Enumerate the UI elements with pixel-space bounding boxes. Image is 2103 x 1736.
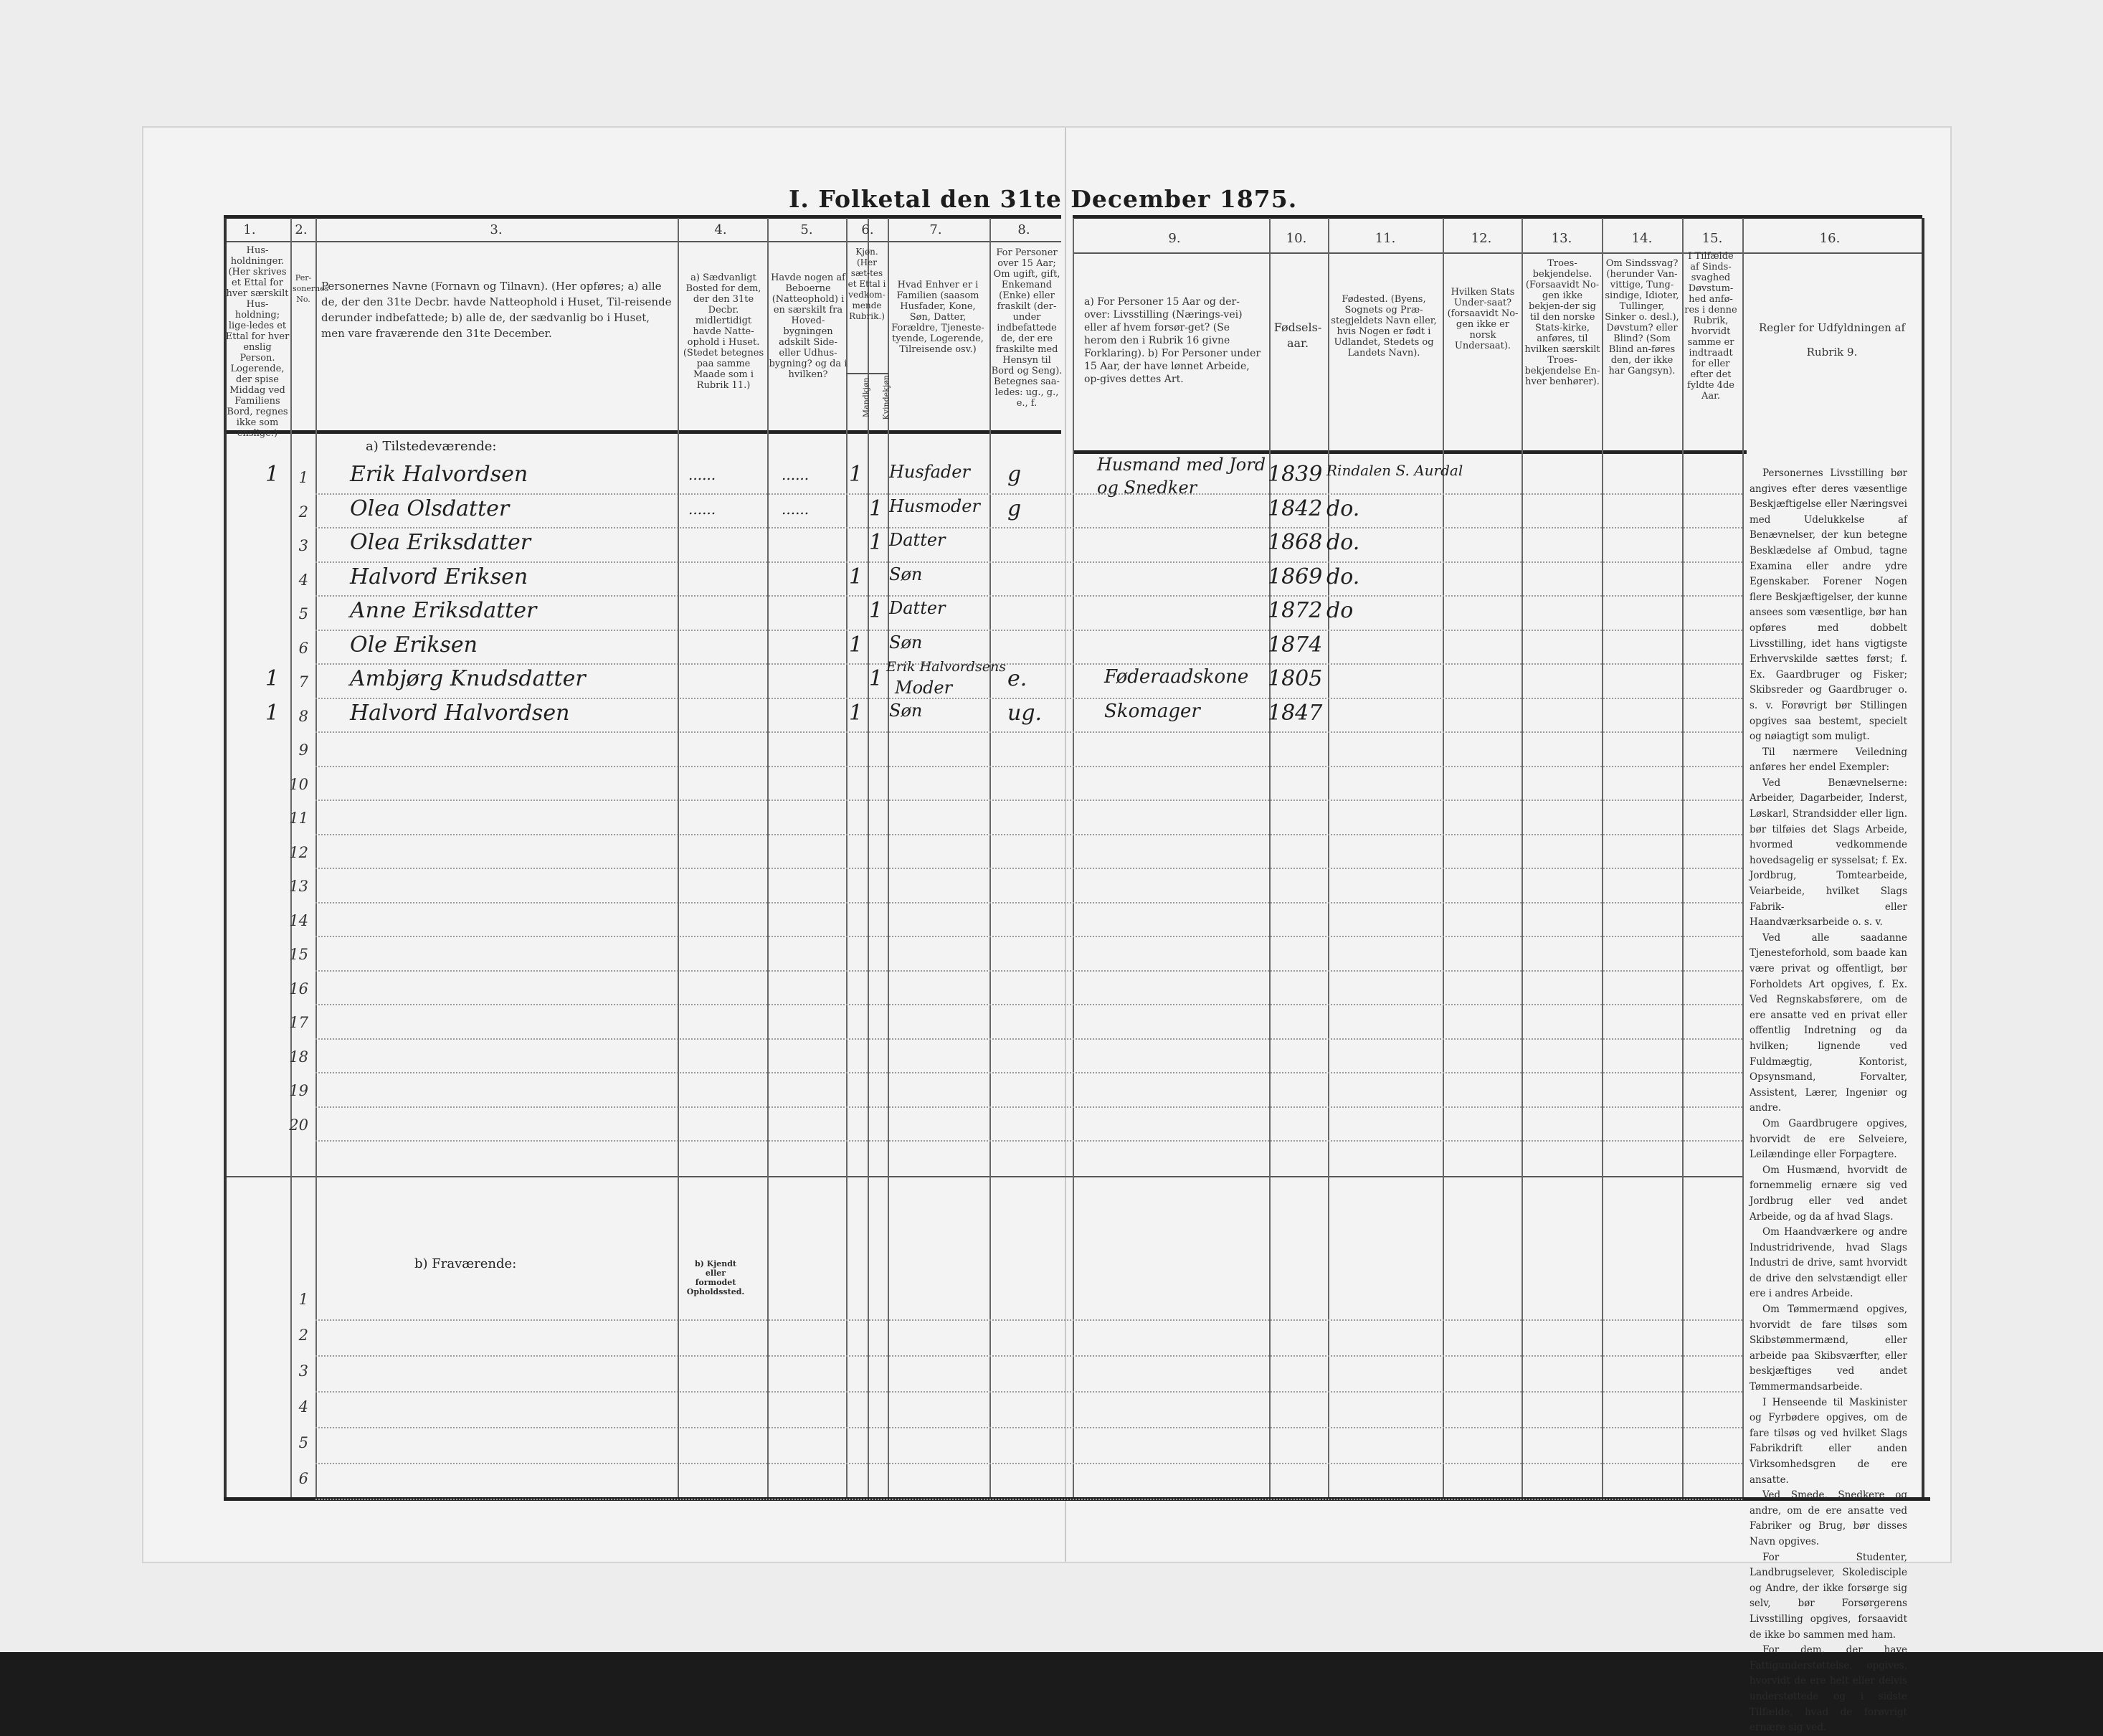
row-number: 14	[289, 911, 308, 929]
occupation: Føderaadskone	[1104, 666, 1249, 688]
row-number: 1	[298, 469, 308, 486]
column-number: 16.	[1819, 231, 1841, 246]
birthplace: Rindalen S. Aurdal	[1326, 462, 1463, 479]
section-divider	[224, 1176, 1744, 1177]
family-role: Erik Halvordsens	[886, 659, 1006, 675]
row-rule	[315, 1499, 1742, 1500]
family-role: Husfader	[889, 462, 970, 482]
birth-year: 1842	[1268, 495, 1323, 521]
birth-year: 1839	[1268, 462, 1323, 487]
row-rule	[315, 834, 1742, 835]
household-mark: 1	[265, 700, 280, 726]
person-name: Erik Halvordsen	[350, 462, 528, 487]
header-col3: Personernes Navne (Fornavn og Tilnavn). (Her opføres; a) alle de, der den 31te Decbr. havde Natteophold i Huset, Til-reisende derunder indbefattede; b) alle de, der sædvanlig bo i Huset, men vare fraværende den 31te December.	[321, 280, 672, 340]
rules-paragraph: Ved Benævnelserne: Arbeider, Dagarbeider, Inderst, Løskarl, Strandsidder eller lign. bør tilføies det Slags Arbeide, hvormed vedkommende hovedsagelig er sysselsat; f. Ex. Jordbrug, Tomtearbeide, Veiarbeide, hvilket Slags Fabrik- eller Haandværksarbeide o. s. v.	[1750, 777, 1907, 929]
row-number: 2	[298, 503, 308, 521]
family-role: Datter	[889, 598, 946, 618]
family-role: Datter	[889, 530, 946, 550]
header-bottom-rule-right	[1073, 450, 1747, 454]
usual-residence: ......	[688, 466, 716, 483]
marital-status: ug.	[1007, 700, 1043, 726]
marital-status: g	[1007, 495, 1022, 521]
marital-status: g	[1007, 462, 1022, 487]
birth-year: 1868	[1268, 530, 1323, 555]
column-line	[1742, 218, 1744, 1497]
header-col2: Per-sonernes No.	[293, 273, 329, 304]
sex-female: 1	[869, 495, 883, 521]
absent-row-number: 2	[298, 1327, 308, 1344]
row-rule	[315, 1427, 1742, 1428]
row-number: 12	[289, 843, 308, 861]
column-line	[989, 218, 991, 1497]
rules-paragraph: Personernes Livsstilling bør angives efter deres væsentlige Beskjæftigelse eller Næringsvei med Udelukkelse af Benævnelser, der kun betegne Besklædelse af Ombud, tagne Examina eller andre ydre Egenskaber. Forener Nogen flere Beskjæftigelser, der kunne ansees som væsentlige, bør han opføres med dobbelt Livsstilling, idet hans vigtigste Erhvervskilde sættes først; f. Ex. Gaardbruger og Fisker; Skibsreder og Gaardbruger o. s. v. Forøvrigt bør Stillingen opgives saa bestemt, specielt og nøiagtigt som muligt.	[1750, 468, 1907, 743]
sex-male: 1	[849, 700, 863, 726]
marital-status: e.	[1007, 666, 1027, 691]
sex-male: 1	[849, 632, 863, 658]
column-line	[1682, 218, 1684, 1497]
header-col13: Troes-bekjendelse. (Forsaavidt No-gen ikke bekjen-der sig til den norske Stats-kirke, anføres, til hvilken særskilt Troes-bekjendelse En-hver benhører).	[1524, 258, 1600, 387]
row-number: 5	[298, 605, 308, 622]
household-mark: 1	[265, 666, 280, 691]
birth-year: 1847	[1268, 700, 1323, 726]
rules-paragraph: Om Gaardbrugere opgives, hvorvidt de ere Selveiere, Leilændinge eller Forpagtere.	[1750, 1117, 1907, 1161]
row-rule	[315, 698, 1742, 699]
outbuilding: ......	[782, 466, 810, 483]
column-line	[678, 218, 679, 1497]
column-number: 2.	[295, 222, 308, 237]
row-rule	[315, 731, 1742, 733]
section-absent-label: b) Fraværende:	[414, 1256, 517, 1271]
column-number: 5.	[800, 222, 813, 237]
absent-row-number: 4	[298, 1398, 308, 1415]
row-number: 15	[289, 946, 308, 963]
row-number: 4	[298, 571, 308, 589]
family-role: Søn	[889, 632, 923, 653]
family-role: Søn	[889, 564, 923, 584]
household-mark: 1	[265, 462, 280, 487]
row-rule	[315, 766, 1742, 767]
row-rule	[315, 936, 1742, 937]
header-col5: Havde nogen af Beboerne (Natteophold) i en særskilt fra Hoved-bygningen adskilt Side-eller Udhus-bygning? og da i hvilken?	[769, 272, 848, 380]
column-line	[1922, 218, 1924, 1497]
family-role-cont: Moder	[895, 678, 953, 698]
header-col8: For Personer over 15 Aar; Om ugift, gift, Enkemand (Enke) eller fraskilt (der-under indbefattede de, der ere fraskilte med Hensyn til Bord og Seng). Betegnes saa-ledes: ug., g., e., f.	[991, 247, 1063, 409]
header-col1: Hus-holdninger. (Her skrives et Ettal for hver særskilt Hus-holdning; lige-ledes et Ettal for hver enslig Person. Logerende, der spise Middag ved Familiens Bord, regnes ikke som enslige.)	[225, 245, 290, 439]
column-number: 1.	[243, 222, 256, 237]
rules-paragraph: Om Haandværkere og andre Industridrivende, hvad Slags Industri de drive, samt hvorvidt de drive den selvstændigt eller ere i andres Arbeide.	[1750, 1226, 1907, 1300]
column-line	[315, 218, 317, 1497]
row-rule	[315, 1072, 1742, 1073]
colnum-rule-right	[1073, 252, 1922, 254]
outbuilding: ......	[782, 500, 810, 518]
row-number: 10	[289, 775, 308, 793]
rules-paragraph: I Henseende til Maskinister og Fyrbødere opgives, om de fare tilsøs og ved hvilket Slags Fabrikdrift eller anden Virksomhedsgren de ere ansatte.	[1750, 1396, 1907, 1486]
family-role: Husmoder	[889, 495, 980, 516]
sex-female: 1	[869, 530, 883, 555]
absent-row-number: 3	[298, 1362, 308, 1380]
header-bottom-rule	[224, 430, 1061, 434]
birthplace: do.	[1326, 495, 1360, 521]
column-number: 6.	[861, 222, 874, 237]
row-rule	[315, 1038, 1742, 1040]
column-number: 9.	[1168, 231, 1181, 246]
row-rule	[315, 493, 1742, 495]
row-rule	[315, 527, 1742, 528]
rules-paragraph: For dem, der have Fattigunderstøttelse, opgives, hvorvidt de ere helt eller delvis understøttede og i sidste Tilfælde, hvad de forøvrigt ernære sig ved.	[1750, 1644, 1907, 1734]
colnum-rule	[224, 241, 1061, 242]
row-rule	[315, 663, 1742, 665]
person-name: Ole Eriksen	[350, 632, 478, 658]
column-number: 4.	[714, 222, 727, 237]
person-name: Halvord Eriksen	[350, 564, 528, 589]
column-number: 12.	[1471, 231, 1492, 246]
birth-year: 1869	[1268, 564, 1323, 589]
header-col7: Hvad Enhver er i Familien (saasom Husfader, Kone, Søn, Datter, Forældre, Tjeneste-tyende, Logerende, Tilreisende osv.)	[891, 280, 984, 355]
row-number: 19	[289, 1082, 308, 1099]
column-number: 10.	[1286, 231, 1307, 246]
row-rule	[315, 561, 1742, 563]
row-number: 7	[298, 673, 308, 691]
birthplace: do	[1326, 598, 1354, 623]
header-col10: Fødsels-aar.	[1273, 321, 1322, 350]
row-rule	[315, 630, 1742, 631]
person-name: Anne Eriksdatter	[350, 598, 537, 623]
row-number: 11	[289, 810, 308, 827]
row-rule	[315, 800, 1742, 801]
row-rule	[315, 970, 1742, 972]
birthplace: do.	[1326, 530, 1360, 555]
sex-male: 1	[849, 564, 863, 589]
rules-text	[1750, 466, 1907, 1736]
person-name: Halvord Halvordsen	[350, 700, 570, 726]
row-rule	[315, 902, 1742, 903]
header-top-rule	[224, 215, 1061, 219]
rules-paragraph: For Studenter, Landbrugselever, Skoledisciple og Andre, der ikke forsørge sig selv, bør Forsørgerens Livsstilling opgives, forsaavidt de ikke bo sammen med ham.	[1750, 1551, 1907, 1641]
row-rule	[315, 1355, 1742, 1357]
usual-residence: ......	[688, 500, 716, 518]
header-col11: Fødested. (Byens, Sognets og Præ-stegjeldets Navn eller, hvis Nogen er født i Udlandet, Stedets og Landets Navn).	[1331, 294, 1437, 359]
row-rule	[315, 868, 1742, 869]
section-present-label: a) Tilstedeværende:	[366, 439, 497, 454]
family-role: Søn	[889, 700, 923, 721]
column-number: 7.	[929, 222, 942, 237]
rules-paragraph: Om Husmænd, hvorvidt de fornemmelig ernære sig ved Jordbrug eller ved andet Arbeide, og da af hvad Slags.	[1750, 1164, 1907, 1223]
occupation-cont: og Snedker	[1097, 478, 1197, 498]
row-rule	[315, 1319, 1742, 1321]
column-line	[767, 218, 769, 1497]
birthplace: do.	[1326, 564, 1360, 589]
row-number: 6	[298, 639, 308, 657]
page-title: I. Folketal den 31te December 1875.	[789, 185, 1298, 213]
column-line	[1522, 218, 1523, 1497]
row-number: 20	[289, 1116, 308, 1134]
rules-paragraph: Til nærmere Veiledning anføres her endel Exempler:	[1750, 746, 1907, 774]
row-number: 3	[298, 537, 308, 554]
column-number: 8.	[1017, 222, 1030, 237]
absent-row-number: 5	[298, 1434, 308, 1451]
column-number: 11.	[1375, 231, 1396, 246]
header-col9: a) For Personer 15 Aar og der-over: Livsstilling (Nærings-vei) eller af hvem forsør-get? (Se herom den i Rubrik 16 givne Forklaring). b) For Personer under 15 Aar, der have lønnet Arbeide, op-gives dettes Art.	[1084, 296, 1261, 385]
column-line	[1602, 218, 1603, 1497]
rules-paragraph: Om Tømmermænd opgives, hvorvidt de fare tilsøs som Skibstømmermænd, eller arbeide paa Skibsværfter, eller beskjæftiges ved andet Tømmermandsarbeide.	[1750, 1304, 1907, 1393]
header-col12: Hvilken Stats Under-saat? (forsaavidt No-gen ikke er norsk Undersaat).	[1447, 287, 1519, 351]
column-line	[1328, 218, 1329, 1497]
birth-year: 1805	[1268, 666, 1323, 691]
person-name: Olea Eriksdatter	[350, 530, 531, 555]
person-name: Olea Olsdatter	[350, 495, 510, 521]
person-name: Ambjørg Knudsdatter	[350, 666, 586, 691]
row-number: 17	[289, 1014, 308, 1031]
row-number: 16	[289, 980, 308, 997]
column-number: 14.	[1631, 231, 1653, 246]
column-line	[1073, 218, 1074, 1497]
absent-row-number: 6	[298, 1470, 308, 1487]
occupation: Husmand med Jord	[1097, 455, 1266, 475]
row-rule	[315, 1391, 1742, 1393]
row-number: 9	[298, 741, 308, 759]
row-number: 8	[298, 707, 308, 725]
header-col15: I Tilfælde af Sinds-svaghed Døvstum-hed anfø-res i denne Rubrik, hvorvidt samme er indtraadt for eller efter det fyldte 4de Aar.	[1684, 251, 1737, 402]
header-top-rule-right	[1073, 215, 1922, 219]
rules-paragraph: Ved alle saadanne Tjenesteforhold, som baade kan være privat og offentligt, bør Forholdets Art opgives, f. Ex. Ved Regnskabsførere, om de ere ansatte ved en privat eller offentlig Indretning og da hvilken; lignende ved Fuldmægtig, Kontorist, Opsynsmand, Forvalter, Assistent, Lærer, Ingeniør og andre.	[1750, 931, 1907, 1114]
sex-male: 1	[849, 462, 863, 487]
rules-paragraph: Ved Smede, Snedkere og andre, om de ere ansatte ved Fabriker og Brug, bør disses Navn opgives.	[1750, 1489, 1907, 1547]
column-line	[1269, 218, 1271, 1497]
column-number: 15.	[1701, 231, 1723, 246]
row-number: 13	[289, 878, 308, 895]
header-col6-male: Mandkjøn.	[861, 374, 871, 418]
header-col6: Kjøn. (Her sæt-tes et Ettal i vedkom-mende Rubrik.)	[848, 247, 886, 321]
row-rule	[315, 1140, 1742, 1142]
column-line	[846, 218, 848, 1497]
absent-location-note: b) Kjendt eller formodet Opholdssted.	[686, 1259, 745, 1296]
header-col14: Om Sindssvag? (herunder Van-vittige, Tung-sindige, Idioter, Tullinger, Sinker o. desl.), Døvstum? eller Blind? (Som Blind an-føres den, der ikke har Gangsyn).	[1605, 258, 1679, 376]
header-col4: a) Sædvanligt Bosted for dem, der den 31te Decbr. midlertidigt havde Natte-ophold i Huset. (Stedet betegnes paa samme Maade som i Rubrik 11.)	[683, 272, 764, 391]
header-col6-female: Kvindekjøn.	[881, 372, 891, 420]
column-number: 13.	[1551, 231, 1572, 246]
row-rule	[315, 1004, 1742, 1005]
absent-row-number: 1	[298, 1291, 308, 1308]
row-rule	[315, 595, 1742, 597]
row-rule	[315, 1463, 1742, 1464]
birth-year: 1874	[1268, 632, 1323, 658]
column-number: 3.	[490, 222, 503, 237]
sex-female: 1	[869, 666, 883, 691]
row-number: 18	[289, 1048, 308, 1066]
sex-female: 1	[869, 598, 883, 623]
row-rule	[315, 1106, 1742, 1108]
birth-year: 1872	[1268, 598, 1323, 623]
occupation: Skomager	[1104, 700, 1200, 722]
column-line	[1443, 218, 1444, 1497]
header-col16: Regler for Udfyldningen af Rubrik 9.	[1758, 321, 1906, 359]
